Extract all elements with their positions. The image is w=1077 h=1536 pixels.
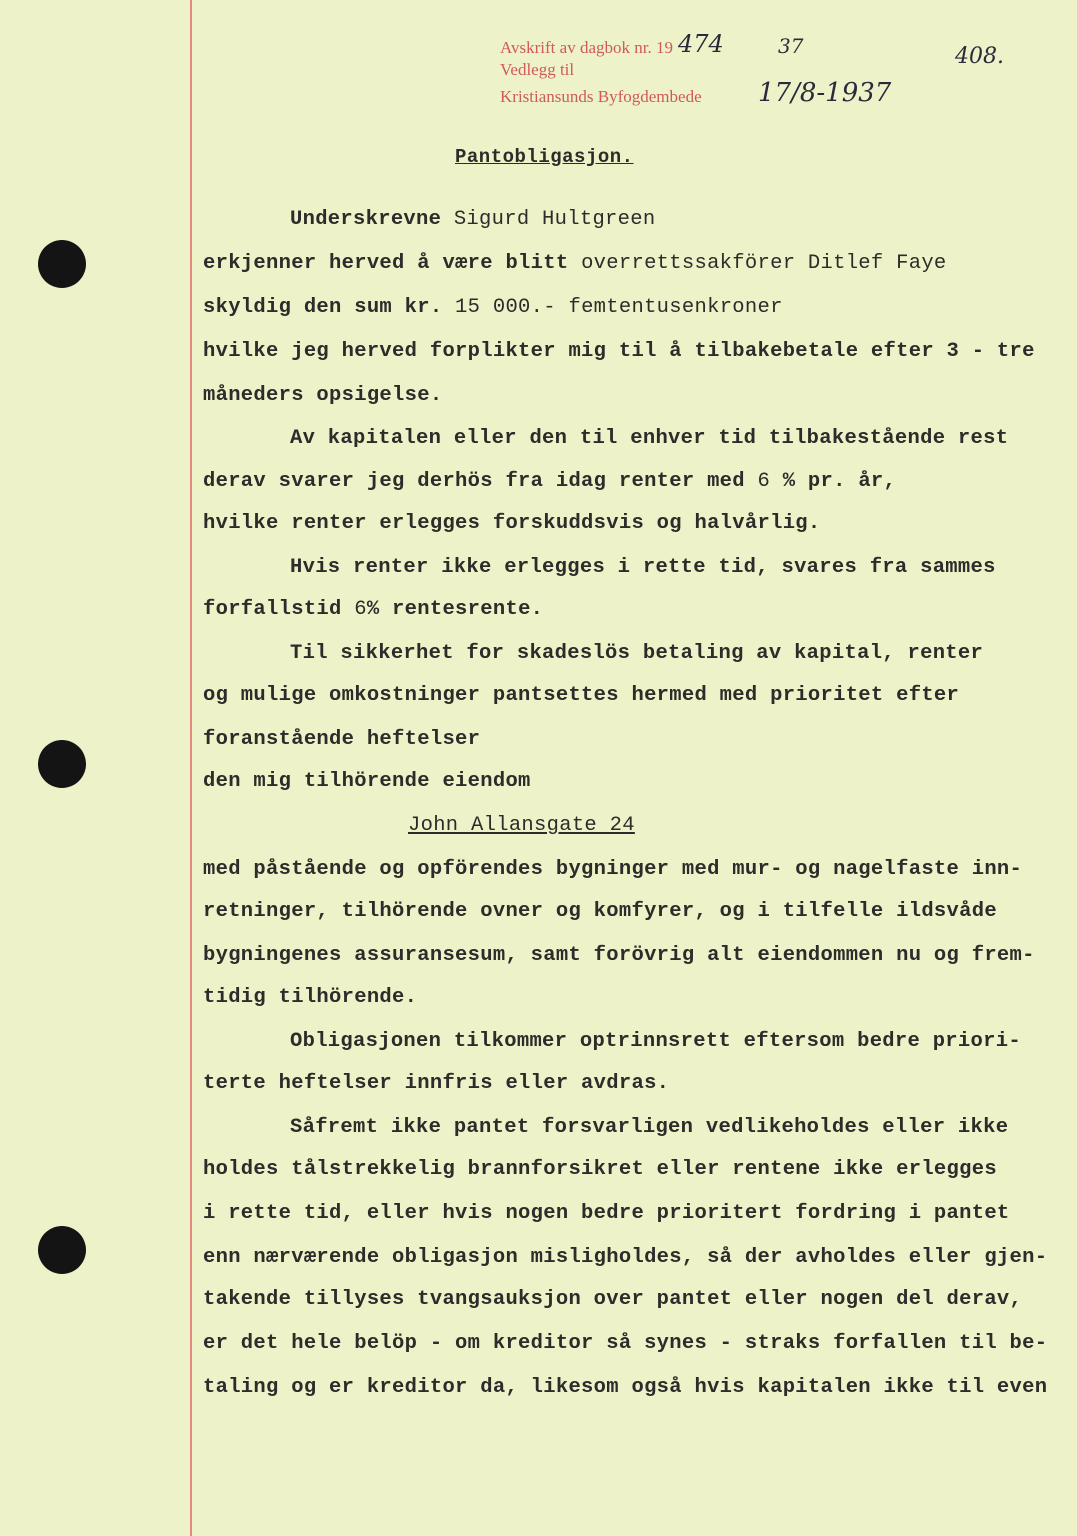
printed-text: % rentesrente. [366,598,544,621]
stamp-year-prefix: 19 [655,38,673,57]
printed-text: bygningenes assuransesum, samt forövrig alt eiendommen nu og frem- [203,944,1035,967]
document-line [203,512,821,535]
printed-text: % pr. år, [770,470,897,493]
document-line [203,296,783,319]
printed-text: måneders opsigelse. [203,384,443,407]
stamp-date: 17/8-1937 [758,78,892,108]
document-line [203,470,896,493]
document-title: Pantobligasjon. [455,146,634,168]
printed-text: den mig tilhörende eiendom [203,770,531,793]
document-line [290,427,1008,450]
dagbok-number: 474 [678,30,724,58]
printed-text: Såfremt ikke pantet forsvarligen vedlikeholdes eller ikke [290,1116,1009,1139]
punch-hole [38,1226,86,1274]
document-line [203,986,417,1009]
printed-text: holdes tålstrekkelig brannforsikret eller rentene ikke erlegges [203,1158,997,1181]
typed-entry: overrettssakförer Ditlef Faye [581,252,947,275]
printed-text: med påstående og opförendes bygninger med mur- og nagelfaste inn- [203,858,1023,881]
stamp-dagbok-label: dagbok nr. [579,38,652,57]
document-line [203,252,947,275]
printed-text: skyldig den sum kr. [203,296,456,319]
document-line [203,1246,1047,1269]
printed-text: retninger, tilhörende ovner og komfyrer, og i tilfelle ildsvåde [203,900,997,923]
document-line [290,556,996,579]
document-line [203,858,1022,881]
stamp-prefix: Avskrift av [500,38,576,57]
document-line [203,900,997,923]
printed-text: forfallstid [203,598,355,621]
document-line [203,1376,1047,1399]
typed-entry: 6 [354,598,367,621]
document-line [290,1030,1021,1053]
printed-text: takende tillyses tvangsauksjon over pantet eller nogen del derav, [203,1288,1023,1311]
stamp-line-3: Kristiansunds Byfogdembede [500,87,702,106]
margin-rule [190,0,192,1536]
document-line [203,598,543,621]
printed-text: erkjenner herved å være blitt [203,252,582,275]
document-line [203,1332,1047,1355]
document-line [203,944,1035,967]
document-line [290,642,983,665]
document-line [203,340,1035,363]
typed-entry: Sigurd Hultgreen [453,208,656,231]
document-line [290,208,655,231]
printed-text: i rette tid, eller hvis nogen bedre prioritert fordring i pantet [203,1202,1010,1225]
printed-text: hvilke jeg herved forplikter mig til å tilbakebetale efter 3 - tre [203,340,1035,363]
printed-text: Obligasjonen tilkommer optrinnsrett eftersom bedre priori- [290,1030,1021,1053]
punch-hole [38,240,86,288]
registry-stamp [500,38,673,58]
document-line [408,814,635,837]
page-number: 408. [955,44,1004,69]
printed-text: terte heftelser innfris eller avdras. [203,1072,670,1095]
year-suffix: 37 [778,34,804,58]
document-line [203,728,480,751]
printed-text: Av kapitalen eller den til enhver tid tilbakestående rest [290,427,1009,450]
printed-text: enn nærværende obligasjon misligholdes, så der avholdes eller gjen- [203,1246,1048,1269]
printed-text: derav svarer jeg derhös fra idag renter med [203,470,758,493]
document-line [203,770,531,793]
printed-text: Hvis renter ikke erlegges i rette tid, svares fra sammes [290,556,996,579]
stamp-line-2: Vedlegg til [500,60,575,79]
document-line [290,1116,1008,1139]
typed-entry: 15 000.- femtentusenkroner [455,296,783,319]
document-line [203,1072,669,1095]
document-line [203,1202,1010,1225]
document-line [203,1288,1022,1311]
typed-entry: John Allansgate 24 [408,814,635,837]
printed-text: foranstående heftelser [203,728,481,751]
document-line [203,684,959,707]
printed-text: hvilke renter erlegges forskuddsvis og halvårlig. [203,512,821,535]
printed-text: Til sikkerhet for skadeslös betaling av kapital, renter [290,642,984,665]
document-line [203,384,442,407]
printed-text: er det hele belöp - om kreditor så synes - straks forfallen til be- [203,1332,1048,1355]
printed-text: taling og er kreditor da, likesom også hvis kapitalen ikke til even [203,1376,1048,1399]
punch-hole [38,740,86,788]
printed-text: tidig tilhörende. [203,986,418,1009]
printed-text: og mulige omkostninger pantsettes hermed med prioritet efter [203,684,960,707]
typed-entry: 6 [757,470,771,493]
printed-text: Underskrevne [290,208,454,231]
document-line [203,1158,997,1181]
